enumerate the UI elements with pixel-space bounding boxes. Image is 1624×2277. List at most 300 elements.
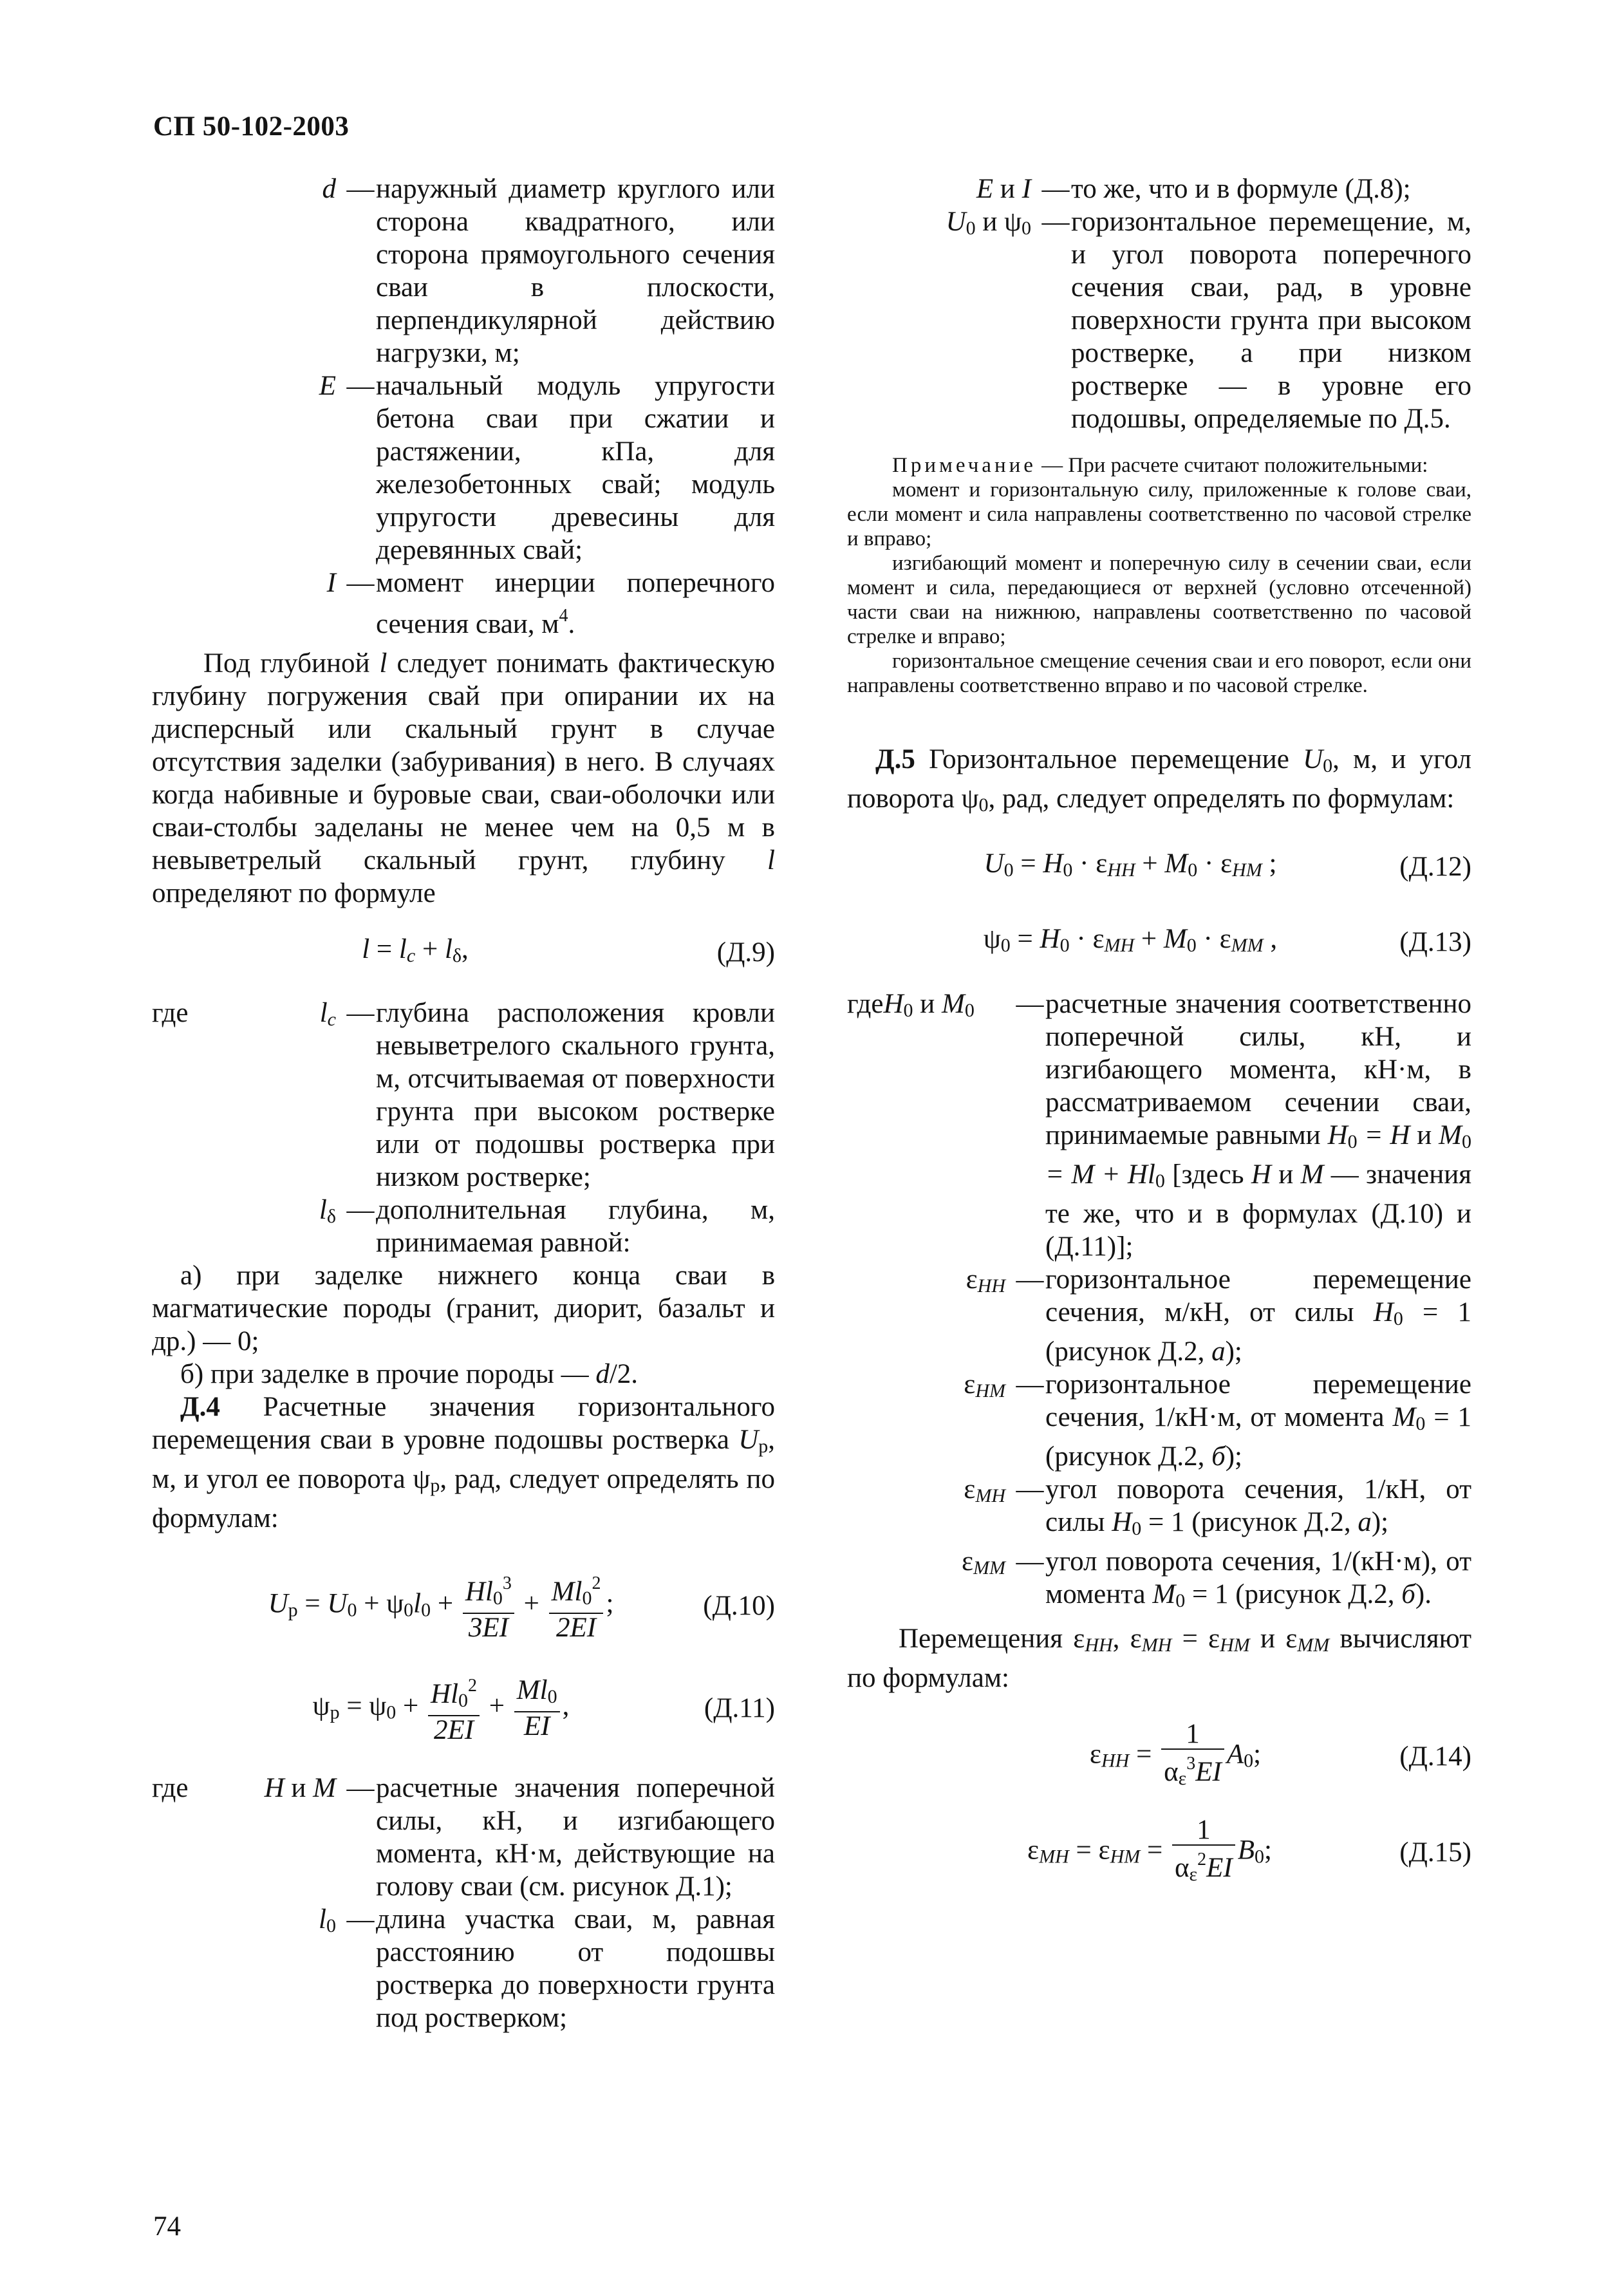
definition-text [376, 567, 775, 641]
subscript: 0 [966, 218, 976, 239]
op: + [431, 1588, 460, 1619]
subscript: 0 [1003, 859, 1014, 881]
var: M [1152, 1579, 1176, 1609]
text: , рад, следует определять по формулам: [152, 1464, 775, 1533]
text: горизонтальное перемещение сечения, м/кН, от силы [1045, 1264, 1471, 1327]
subscript: HM [1232, 859, 1262, 881]
var: ψ [312, 1691, 330, 1721]
symbol [242, 997, 345, 1036]
subscript: MH [1039, 1846, 1069, 1868]
var: E [976, 174, 994, 204]
symbol [847, 1473, 1014, 1512]
formula-number: (Д.11) [704, 1693, 775, 1723]
var: Ml [516, 1674, 548, 1705]
fraction [549, 1570, 604, 1642]
formula-number: (Д.13) [1399, 927, 1471, 957]
op: = [1013, 848, 1043, 879]
variable: l [767, 845, 775, 876]
op: = [369, 934, 399, 964]
var: ε [1130, 1624, 1142, 1654]
numerator: 1 [1172, 1816, 1235, 1846]
dash: — [346, 371, 375, 401]
definition-eps-hh [847, 1263, 1471, 1368]
subscript: HM [975, 1380, 1005, 1401]
figure-ref: а [1358, 1507, 1372, 1537]
var: l [319, 1904, 326, 1935]
subscript: 0 [1244, 1750, 1254, 1772]
definition-text-part: момент инерции поперечного сечения сваи, м [376, 568, 775, 639]
subscript: 0 [1393, 1308, 1403, 1329]
dash: — [346, 998, 375, 1028]
punct: ; [606, 1588, 614, 1619]
subscript: 0 [1347, 1131, 1358, 1152]
op: = [339, 1691, 369, 1721]
var: l [362, 934, 370, 964]
symbol [847, 988, 1014, 1027]
numerator [514, 1676, 560, 1712]
subscript: 0 [1462, 1131, 1471, 1152]
dash: — [1016, 989, 1044, 1019]
subscript: 0 [547, 1685, 557, 1707]
text: /2. [609, 1359, 639, 1389]
text: ). [1415, 1579, 1432, 1609]
superscript: 3 [502, 1573, 512, 1593]
symbol [847, 1368, 1014, 1407]
formula-d13 [847, 923, 1471, 962]
section-label: Д.4 [180, 1392, 220, 1422]
variable: U [738, 1425, 759, 1455]
definition-text: горизонтальное перемещение, м, и угол поворота поперечного сечения сваи, рад, в уровне поверхности грунта при высоком ростверке, а при низком ростверке — в уровне его подошвы, определяемые по Д.5. [1071, 207, 1471, 434]
superscript: 2 [592, 1573, 601, 1593]
fraction [428, 1672, 480, 1745]
subscript: 0 [1063, 859, 1073, 881]
formula-expression [847, 1816, 1375, 1889]
op: = [297, 1588, 328, 1619]
definition-l0 [152, 1903, 775, 2034]
note-lead [847, 453, 1471, 478]
subscript: δ [326, 1206, 336, 1227]
subscript: 0 [903, 1000, 913, 1021]
symbol [847, 1545, 1014, 1584]
subscript: MH [1141, 1635, 1172, 1656]
where-label: где [847, 989, 884, 1019]
definition-text [1045, 988, 1471, 1263]
subscript: 0 [1175, 1590, 1186, 1611]
formula-number: (Д.15) [1399, 1837, 1471, 1868]
subscript: 0 [347, 1599, 357, 1621]
definition-eps-mh [847, 1473, 1471, 1545]
section-d5 [847, 743, 1471, 821]
definition-text: начальный модуль упругости бетона сваи при сжатии и растяжении, кПа, для железобетонных свай; модуль упругости древесины для деревянных свай; [376, 371, 775, 565]
formula-number: (Д.10) [703, 1591, 775, 1621]
op: + [1134, 924, 1164, 954]
symbol [216, 1772, 345, 1804]
subscript: HH [1107, 859, 1135, 881]
op: + [482, 1691, 512, 1721]
var: α [1175, 1853, 1190, 1883]
formula-d10 [152, 1570, 775, 1642]
formula-d12 [847, 847, 1471, 886]
punct: , [562, 1691, 570, 1721]
item-a: а) при заделке нижнего конца сваи в магматические породы (гранит, диорит, базальт и др.) — 0; [152, 1260, 775, 1356]
var: ψ [386, 1588, 404, 1619]
var: ε [1092, 924, 1105, 954]
formula-expression [152, 933, 678, 972]
figure-ref: а [1211, 1336, 1226, 1367]
subscript: р [288, 1599, 298, 1621]
var: H [883, 989, 904, 1019]
var: EI [1195, 1757, 1222, 1787]
var: ε [1089, 1739, 1101, 1770]
denominator [1161, 1750, 1224, 1793]
text: следует понимать фактическую глубину погружения свай при опирании их на дисперсный или скальный грунт в случае отсутствия заделки (забуривания) в него. В случаях когда набивные и буровые сваи, сваи-оболочки или сваи-столбы заделаны не менее чем на 0,5 м в невыветрелый скальный грунт, глубину [152, 648, 775, 876]
formula-expression [847, 1720, 1375, 1793]
subscript: HH [977, 1275, 1005, 1297]
subscript: 0 [326, 1915, 336, 1936]
superscript: 3 [1186, 1754, 1196, 1774]
numerator [549, 1570, 604, 1614]
fraction [514, 1676, 560, 1741]
text: б) при заделке в прочие породы — [180, 1359, 596, 1389]
subscript: 0 [1186, 935, 1197, 956]
symbol: I [326, 568, 336, 598]
text: Расчетные значения горизонтального перемещения сваи в уровне подошвы ростверка [152, 1392, 775, 1455]
formula-d14 [847, 1720, 1471, 1793]
symbol [152, 1903, 345, 1942]
subscript: MM [973, 1557, 1005, 1579]
var: M [942, 989, 965, 1019]
conj: и [975, 207, 1005, 237]
symbol [847, 1263, 1014, 1302]
text: угол поворота сечения, 1/(кН·м), от момента [1045, 1546, 1471, 1609]
conj: и [1249, 1624, 1286, 1654]
subscript: 0 [1155, 1170, 1165, 1192]
var: U [946, 207, 966, 237]
subscript: 0 [1255, 1846, 1265, 1868]
subscript: c [406, 945, 416, 966]
definition-u0-psi0 [847, 205, 1471, 435]
op: = [1010, 924, 1040, 954]
subscript: c [327, 1009, 336, 1030]
var: H [1373, 1297, 1394, 1327]
punct: , [1263, 924, 1278, 954]
definition-e-i [847, 173, 1471, 205]
dash: — [1016, 1474, 1044, 1504]
subscript: 0 [386, 1701, 397, 1723]
conj: и [1410, 1120, 1439, 1150]
figure-ref: б [1211, 1441, 1226, 1472]
subscript: 0 [1188, 859, 1198, 881]
formula-d11 [152, 1672, 775, 1745]
subscript: 0 [458, 1690, 469, 1711]
superscript: 2 [1197, 1850, 1207, 1869]
symbol: d [322, 174, 336, 204]
op: + [415, 934, 445, 964]
note-item: момент и горизонтальную силу, приложенные к голове сваи, если момент и сила направлены соответственно по часовой стрелке и вправо; [847, 478, 1471, 550]
symbol [847, 173, 1040, 205]
variable: ψ [961, 783, 979, 814]
op: · [1069, 924, 1093, 954]
formula-expression [847, 847, 1375, 886]
figure-ref: б [1401, 1579, 1415, 1609]
subscript: 0 [1059, 935, 1070, 956]
where-label: где [152, 1773, 189, 1803]
var: ε [1098, 1835, 1110, 1866]
var: Hl [465, 1577, 493, 1607]
note-item: горизонтальное смещение сечения сваи и его поворот, если они направлены соответственно вправо и по часовой стрелке. [847, 650, 1471, 697]
subscript: HM [1220, 1635, 1250, 1656]
var: ε [964, 1369, 976, 1400]
var: U [327, 1588, 348, 1619]
subscript: MM [1297, 1635, 1330, 1656]
var: l [444, 934, 453, 964]
definition-text [1045, 1473, 1471, 1545]
var: U [268, 1588, 288, 1619]
fraction [1172, 1816, 1235, 1889]
op: · [1196, 924, 1220, 954]
variable: ψ [413, 1464, 431, 1494]
var: l [398, 934, 407, 964]
formula-d9 [152, 933, 775, 972]
var: ψ [369, 1691, 387, 1721]
var: l [319, 998, 328, 1028]
var: H [1327, 1120, 1348, 1150]
text: Под глубиной [203, 648, 380, 679]
formula-number: (Д.14) [1399, 1741, 1471, 1772]
where-label: где [152, 998, 189, 1028]
document-header: СП 50-102-2003 [153, 111, 350, 142]
var: H [1112, 1507, 1132, 1537]
text: угол поворота сечения, 1/кН, от силы [1045, 1474, 1471, 1537]
note-block [847, 453, 1471, 698]
var: Ml [551, 1577, 583, 1607]
fraction [1161, 1720, 1224, 1793]
var: ψ [983, 924, 1001, 954]
dash: — [1016, 1369, 1044, 1400]
op: + [516, 1588, 546, 1619]
subscript: 0 [978, 794, 989, 816]
definition-ld [152, 1194, 775, 1259]
subscript: 0 [964, 1000, 975, 1021]
denominator: 3EI [468, 1613, 509, 1643]
var: H [1251, 1159, 1271, 1190]
dash: — [346, 1773, 375, 1803]
subscript: δ [452, 945, 462, 966]
var: M [1439, 1120, 1462, 1150]
punct: ; [1253, 1739, 1262, 1770]
dash: — [1041, 207, 1070, 237]
text: = 1 (рисунок Д.2, [1045, 1402, 1471, 1472]
numerator: 1 [1161, 1720, 1224, 1750]
definition-h0-m0 [847, 988, 1471, 1263]
op: · [1072, 848, 1096, 879]
displacement-paragraph [847, 1622, 1471, 1694]
text: ); [1225, 1441, 1243, 1472]
definition-text: длина участка сваи, м, равная расстоянию от подошвы ростверка до поверхности грунта под ростверком; [376, 1904, 775, 2033]
dash: — [1016, 1264, 1044, 1295]
dash: — [346, 1904, 375, 1935]
definition-text: глубина расположения кровли невыветрелого скального грунта, м, отсчитываемая от поверхности грунта при высоком ростверке или от подошвы ростверка при низком ростверке; [376, 998, 775, 1192]
op: = [1171, 1624, 1209, 1654]
denominator: EI [523, 1710, 550, 1741]
symbol [847, 205, 1040, 245]
var: H [1040, 924, 1060, 954]
subscript: HH [1101, 1750, 1130, 1772]
numerator [463, 1570, 514, 1614]
text: , м, и угол ее поворота [152, 1425, 775, 1494]
subscript: 0 [404, 1599, 414, 1621]
section-d4 [152, 1391, 775, 1535]
subscript: MM [1231, 935, 1264, 956]
var: M [1392, 1402, 1416, 1432]
var: l [319, 1195, 327, 1225]
var: α [1164, 1757, 1179, 1787]
punct: , [462, 934, 469, 964]
symbol: E [319, 371, 336, 401]
left-column [152, 173, 775, 2034]
definition-text [1045, 1368, 1471, 1473]
definition-d [152, 173, 775, 370]
definition-eps-mm [847, 1545, 1471, 1617]
subscript: MH [975, 1485, 1005, 1506]
depth-paragraph [152, 647, 775, 910]
fraction [463, 1570, 514, 1642]
var: H [1043, 848, 1063, 879]
subscript: ε [1178, 1768, 1187, 1789]
variable: l [379, 648, 387, 679]
dash: — [1016, 1546, 1044, 1577]
text: и [1271, 1159, 1301, 1190]
formula-expression [152, 1672, 678, 1745]
var: ε [1285, 1624, 1298, 1654]
definition-eps-hm [847, 1368, 1471, 1473]
subscript: 0 [492, 1588, 503, 1609]
var: ε [1208, 1624, 1220, 1654]
var: U [984, 848, 1004, 879]
text: Горизонтальное перемещение [915, 744, 1303, 774]
note-item: изгибающий момент и поперечную силу в сечении сваи, если момент и сила, передающиеся от верхней (условно отсеченной) части сваи на нижнюю, направлены соответственно по часовой стрелке и вправо; [847, 552, 1471, 648]
variable: d [595, 1359, 610, 1389]
var: M [1164, 848, 1188, 879]
subscript: р [330, 1701, 340, 1723]
text: ); [1371, 1507, 1389, 1537]
var: ε [1096, 848, 1108, 879]
numerator [428, 1672, 480, 1716]
var: EI [1206, 1853, 1233, 1883]
var: ε [1219, 924, 1231, 954]
text: — значения те же, что и в формулах (Д.10) и (Д.11)]; [1045, 1159, 1471, 1262]
denominator [1172, 1846, 1235, 1889]
text: [здесь [1164, 1159, 1251, 1190]
dash: — [346, 174, 375, 204]
subscript: 0 [1323, 755, 1333, 776]
var: H [264, 1773, 285, 1803]
punct: ; [1264, 1835, 1272, 1866]
text: вычисляют по формулам: [847, 1624, 1471, 1693]
subscript: MH [1104, 935, 1135, 956]
variable: U [1303, 744, 1323, 774]
superscript: 4 [559, 606, 568, 626]
subscript: 0 [421, 1599, 431, 1621]
op: = [1129, 1739, 1159, 1770]
definition-lc [152, 997, 775, 1194]
var: M [1300, 1159, 1324, 1190]
var: ε [1073, 1624, 1085, 1654]
formula-expression [152, 1570, 678, 1642]
text: = 1 (рисунок Д.2, [1045, 1297, 1471, 1367]
var: ε [966, 1264, 978, 1295]
definition-text [1045, 1545, 1471, 1617]
var: ψ [1004, 207, 1022, 237]
var: M [1163, 924, 1187, 954]
subscript: 0 [582, 1588, 592, 1609]
subscript: HM [1110, 1846, 1141, 1868]
formula-number: (Д.12) [1399, 852, 1471, 882]
formula-number: (Д.9) [716, 937, 775, 968]
conj: и [913, 989, 942, 1019]
text: ); [1225, 1336, 1242, 1367]
superscript: 2 [468, 1676, 478, 1696]
dash: — [1041, 174, 1070, 204]
var: ε [964, 1474, 976, 1504]
denominator: 2EI [556, 1613, 597, 1643]
symbol [152, 1194, 345, 1233]
text: = 1 (рисунок Д.2, [1185, 1579, 1402, 1609]
op: · [1197, 848, 1221, 879]
dash: — [346, 1195, 375, 1225]
definition-text [1045, 1263, 1471, 1368]
text: , рад, следует определять по формулам: [988, 783, 1455, 814]
period: . [568, 609, 575, 639]
punct: ; [1262, 848, 1277, 879]
conj: и [284, 1773, 313, 1803]
punct: , [1112, 1624, 1130, 1654]
var: M [313, 1773, 336, 1803]
definition-text: расчетные значения поперечной силы, кН, и изгибающего момента, кН·м, действующие на голову сваи (см. рисунок Д.1); [376, 1773, 775, 1902]
conj: и [993, 174, 1022, 204]
var: l [413, 1588, 422, 1619]
subscript: р [430, 1475, 440, 1496]
item-b [152, 1358, 775, 1391]
op: + [357, 1588, 387, 1619]
page-number: 74 [153, 2211, 181, 2242]
subscript: HH [1085, 1635, 1113, 1656]
right-column [847, 173, 1471, 1889]
definition-text: дополнительная глубина, м, принимаемая равной: [376, 1195, 775, 1258]
definition-h-m [152, 1772, 775, 1903]
note-text: — При расчете считают положительными: [1036, 454, 1428, 477]
subscript: 0 [1022, 218, 1031, 239]
text: расчетные значения соответственно поперечной силы, кН, и изгибающего момента, кН·м, в рассматриваемом сечении сваи, принимаемые равными [1045, 989, 1471, 1150]
text: = 1 (рисунок Д.2, [1141, 1507, 1358, 1537]
var: A [1226, 1739, 1244, 1770]
var: B [1237, 1835, 1255, 1866]
subscript: ε [1189, 1864, 1198, 1885]
op: + [396, 1691, 426, 1721]
text: определяют по формуле [152, 878, 436, 908]
definition-text: наружный диаметр круглого или сторона квадратного, или сторона прямоугольного сечения сваи в плоскости, перпендикулярной действию нагрузки, м; [376, 174, 775, 368]
section-label: Д.5 [875, 744, 915, 774]
var: = H [1357, 1120, 1410, 1150]
var: = M + Hl [1045, 1159, 1155, 1190]
dash: — [346, 568, 375, 598]
op: = [1140, 1835, 1170, 1866]
denominator: 2EI [433, 1715, 474, 1745]
var: ε [961, 1546, 974, 1577]
subscript: 0 [1000, 935, 1011, 956]
definition-e [152, 370, 775, 567]
formula-expression [847, 923, 1375, 962]
